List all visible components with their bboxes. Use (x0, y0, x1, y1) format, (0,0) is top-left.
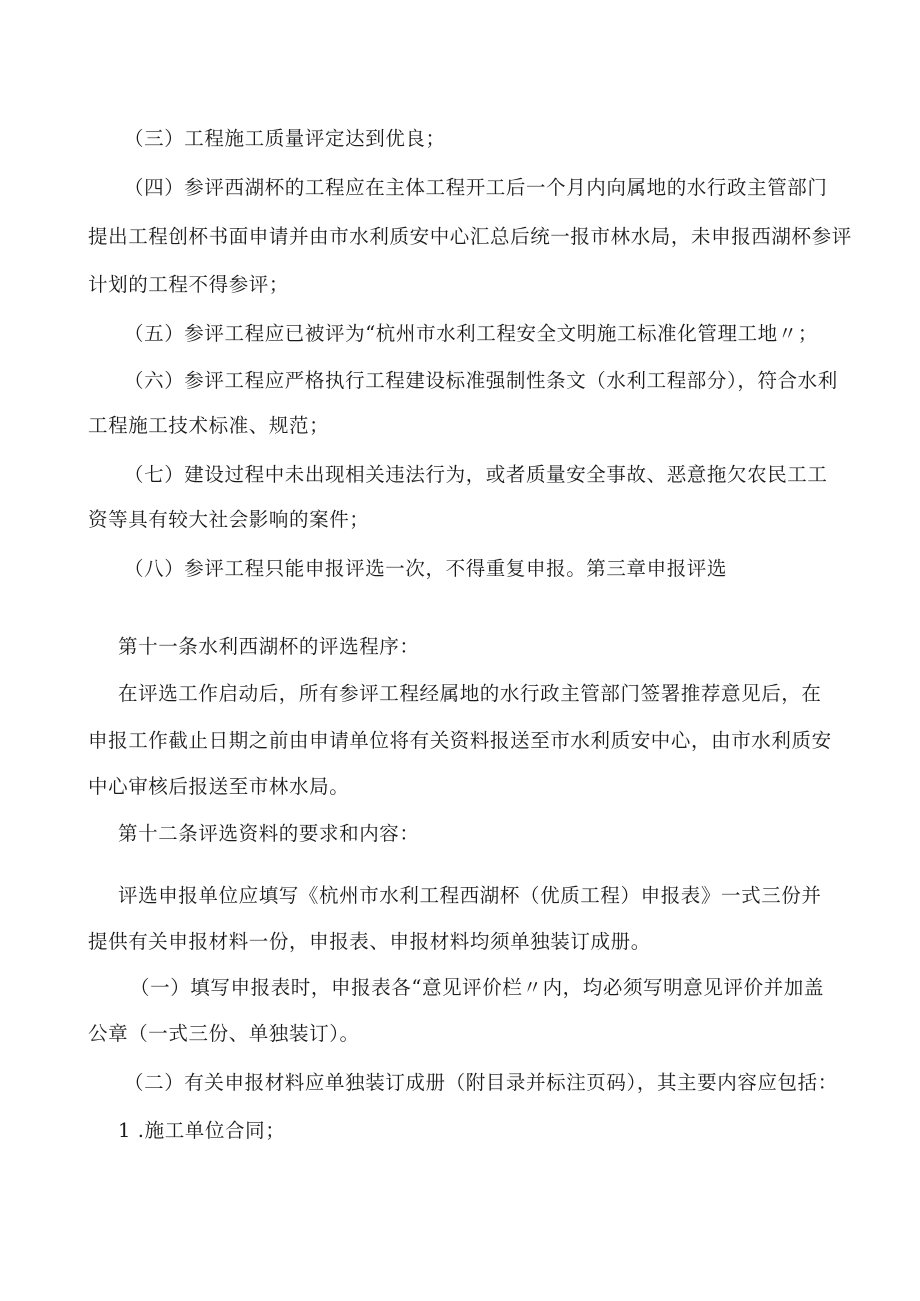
item-7-line-1: （七）建设过程中未出现相关违法行为，或者质量安全事故、恶意拖欠农民工工 (124, 463, 828, 486)
article-11-heading: 第十一条水利西湖杯的评选程序： (118, 635, 420, 658)
item-5-line: （五）参评工程应已被评为“杭州市水利工程安全文明施工标准化管理工地〃； (124, 322, 818, 345)
article-11-para-line-3: 中心审核后报送至市林水局。 (88, 775, 350, 798)
item-4-line-3: 计划的工程不得参评； (88, 273, 290, 296)
article-11-para-line-1: 在评选工作启动后，所有参评工程经属地的水行政主管部门签署推荐意见后，在 (118, 682, 822, 705)
item-6-line-1: （六）参评工程应严格执行工程建设标准强制性条文（水利工程部分），符合水利 (124, 369, 838, 392)
article-12-heading: 第十二条评选资料的要求和内容： (118, 822, 420, 845)
item-3-line: （三）工程施工质量评定达到优良； (124, 127, 446, 150)
sub-item-1-line-1: （一）填写申报表时，申报表各“意见评价栏〃内，均必须写明意见评价并加盖 (130, 976, 824, 999)
item-8-line: （八）参评工程只能申报评选一次，不得重复申报。第三章申报评选 (124, 557, 728, 580)
item-4-line-1: （四）参评西湖杯的工程应在主体工程开工后一个月内向属地的水行政主管部门 (124, 176, 828, 199)
list-item-1: 1 .施工单位合同； (118, 1119, 286, 1142)
item-6-line-2: 工程施工技术标准、规范； (88, 414, 330, 437)
article-11-para-line-2: 申报工作截止日期之前由申请单位将有关资料报送至市水利质安中心，由市水利质安 (88, 729, 832, 752)
sub-item-2-line: （二）有关申报材料应单独装订成册（附目录并标注页码），其主要内容应包括： (124, 1071, 838, 1094)
article-12-para-line-2: 提供有关申报材料一份，申报表、申报材料均须单独装订成册。 (88, 930, 651, 953)
item-4-line-2: 提出工程创杯书面申请并由市水利质安中心汇总后统一报市林水局，未申报西湖杯参评 (88, 225, 852, 248)
item-7-line-2: 资等具有较大社会影响的案件； (88, 508, 370, 531)
sub-item-1-line-2: 公章（一式三份、单独装订）。 (88, 1022, 360, 1045)
article-12-para-line-1: 评选申报单位应填写《杭州市水利工程西湖杯（优质工程）申报表》一式三份并 (118, 884, 822, 907)
